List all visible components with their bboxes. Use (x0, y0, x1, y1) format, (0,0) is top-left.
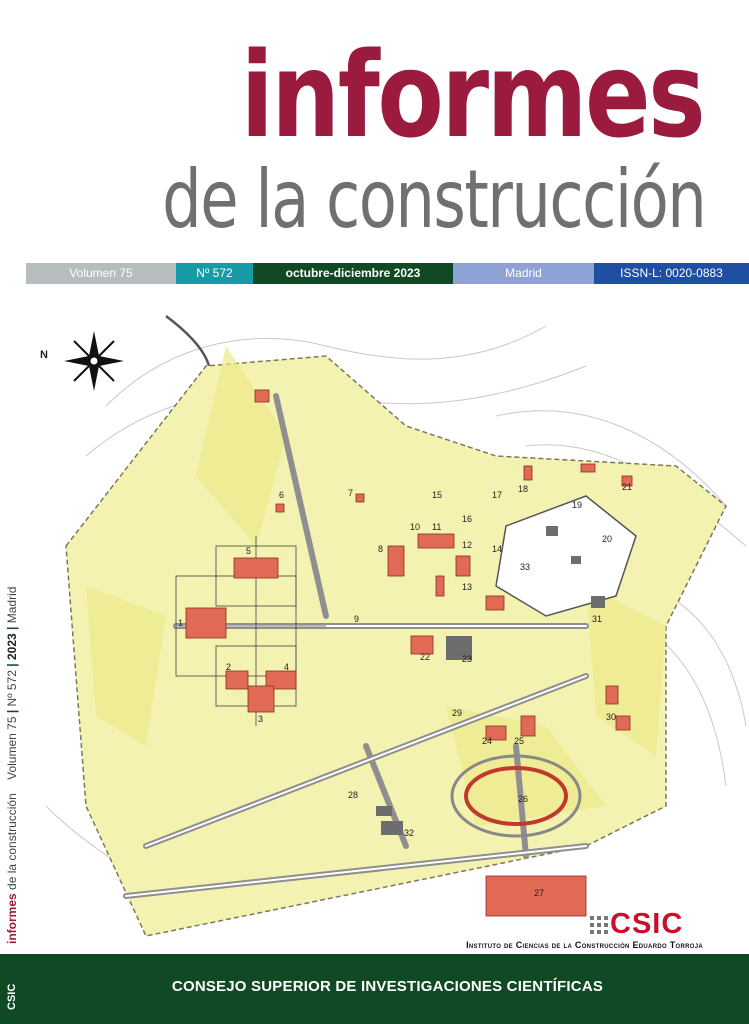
building-number-25: 25 (514, 736, 525, 746)
spine-separator-2: | (5, 663, 19, 667)
building-number-5: 5 (246, 546, 252, 556)
building-number-22: 22 (420, 652, 431, 662)
spine-separator-1: | (5, 709, 19, 714)
building-number-4: 4 (284, 662, 290, 672)
building-number-23: 23 (462, 654, 473, 664)
building-number-9: 9 (354, 614, 360, 624)
footer-spine-label: CSIC (6, 983, 18, 1010)
building-number-27: 27 (534, 888, 545, 898)
building-number-6: 6 (279, 490, 285, 500)
building-number-21: 21 (622, 482, 633, 492)
building-number-29: 29 (452, 708, 463, 718)
building-number-15: 15 (432, 490, 443, 500)
csic-emblem-icon (588, 914, 610, 936)
csic-logo (588, 908, 683, 941)
issue-number: Nº 572 (176, 263, 253, 284)
issue-date: octubre-diciembre 2023 (253, 263, 453, 284)
building-number-28: 28 (348, 790, 359, 800)
building-number-17: 17 (492, 490, 503, 500)
campus-map-illustration (26, 286, 749, 954)
journal-subtitle: de la construcción (161, 153, 705, 246)
city-label: Madrid (453, 263, 594, 284)
building-number-31: 31 (592, 614, 603, 624)
issn-label: ISSN-L: 0020-0883 (594, 263, 749, 284)
spine-year: 2023 (5, 633, 19, 660)
spine-separator-3: | (5, 626, 19, 630)
journal-title: informes (240, 26, 703, 164)
csic-logo-text: CSIC (610, 908, 684, 940)
building-number-8: 8 (378, 544, 384, 554)
spine-volume: Volumen 75 (5, 716, 19, 780)
compass-rose-icon (64, 331, 124, 391)
publisher-name: CONSEJO SUPERIOR DE INVESTIGACIONES CIENTÍFICAS (171, 978, 604, 995)
spine-text (4, 554, 20, 944)
building-number-2: 2 (226, 662, 232, 672)
institute-name: Instituto de Ciencias de la Construcción Eduardo Torroja (466, 940, 703, 950)
building-number-32: 32 (404, 828, 415, 838)
building-number-20: 20 (602, 534, 613, 544)
spine-number: Nº 572 (5, 670, 19, 707)
building-number-19: 19 (572, 500, 583, 510)
issue-info-bar (26, 263, 749, 284)
building-number-10: 10 (410, 522, 421, 532)
building-number-7: 7 (348, 488, 354, 498)
building-number-16: 16 (462, 514, 473, 524)
building-number-13: 13 (462, 582, 473, 592)
compass-label: N (40, 349, 48, 361)
spine-journal-rest: de la construcción (5, 793, 19, 890)
building-number-30: 30 (606, 712, 617, 722)
building-number-33: 33 (520, 562, 531, 572)
building-number-3: 3 (258, 714, 264, 724)
volume-label: Volumen 75 (26, 263, 176, 284)
building-number-1: 1 (178, 618, 184, 628)
building-number-14: 14 (492, 544, 503, 554)
building-number-26: 26 (518, 794, 529, 804)
spine-journal-bold: informes (5, 893, 19, 944)
building-number-24: 24 (482, 736, 493, 746)
building-number-11: 11 (432, 522, 442, 532)
building-number-12: 12 (462, 540, 473, 550)
publisher-footer (26, 954, 749, 1024)
building-number-18: 18 (518, 484, 529, 494)
spine-city: Madrid (5, 586, 19, 624)
